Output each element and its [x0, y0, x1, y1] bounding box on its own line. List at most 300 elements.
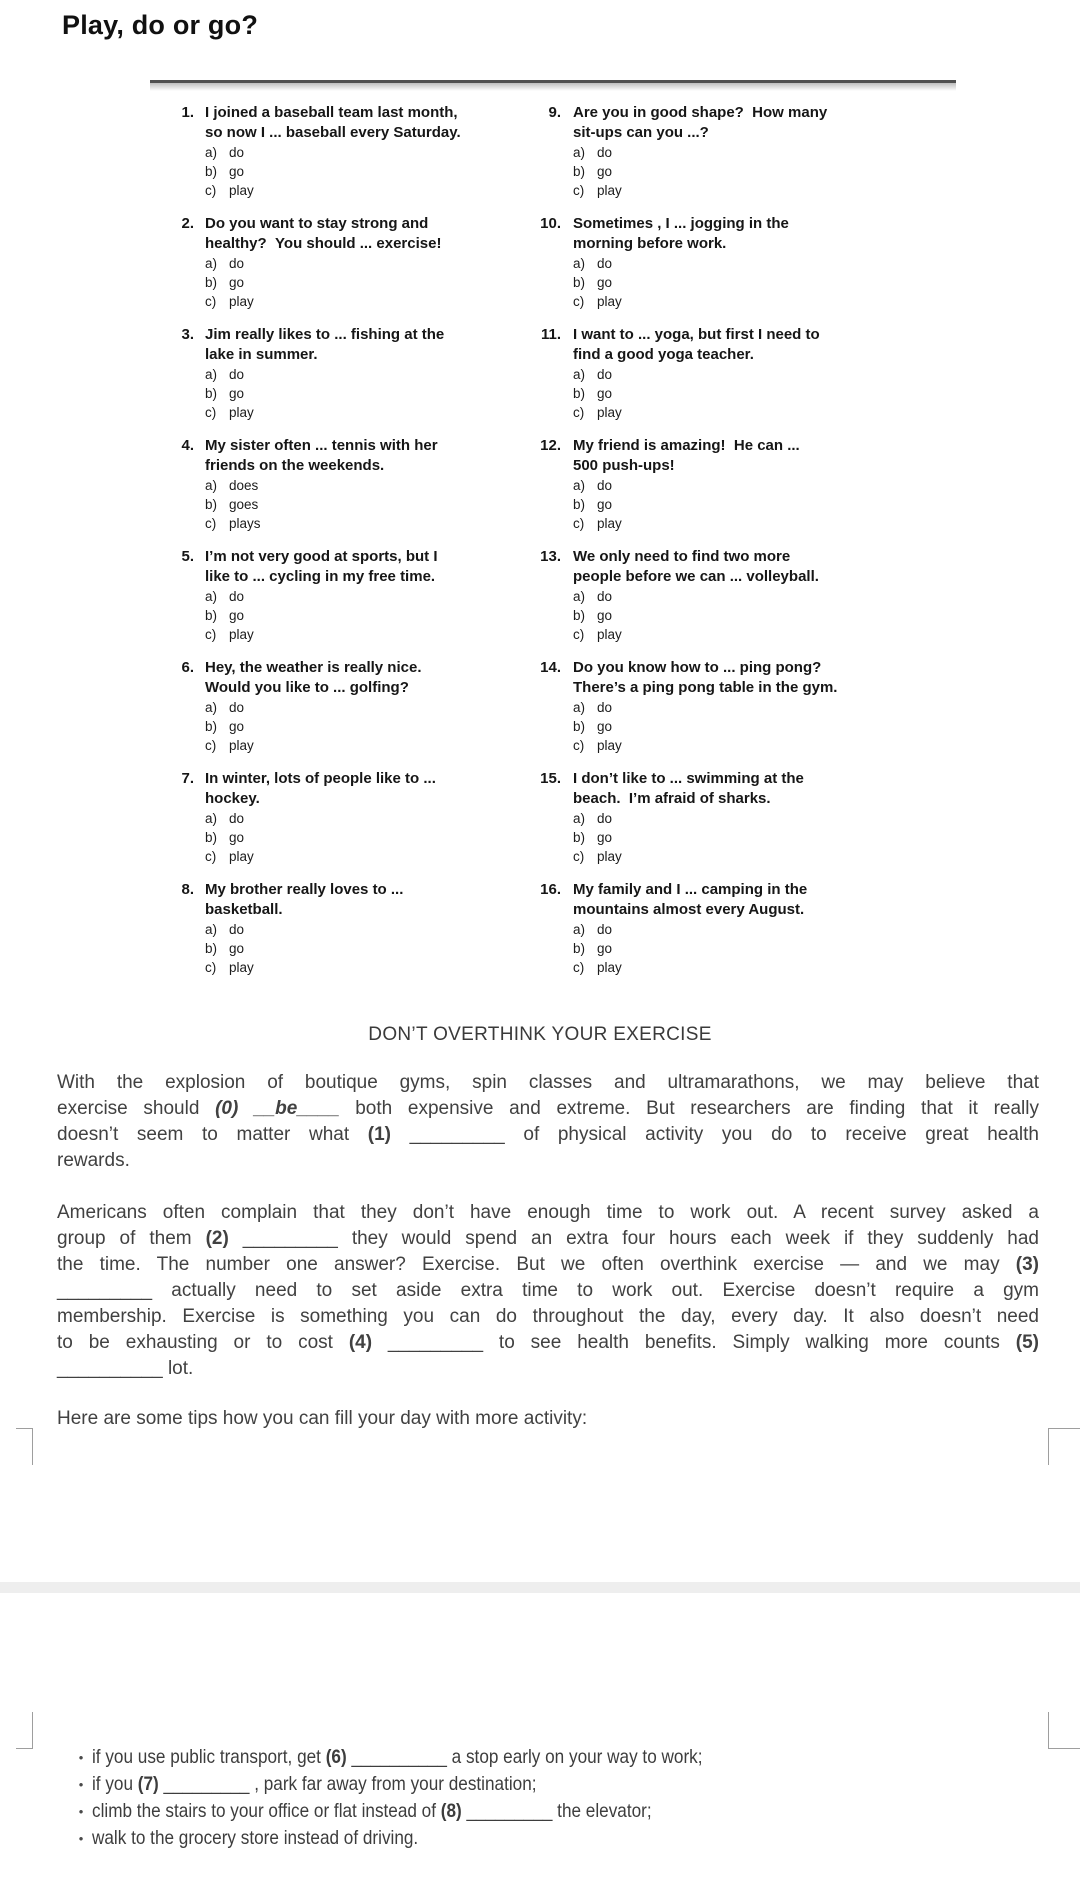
- question-body: [205, 880, 403, 977]
- option-letter: b): [573, 608, 586, 623]
- option-label: go: [229, 830, 245, 845]
- text-segment: _________ they would spend an extra four hours each week if they suddenly had: [228, 1228, 1039, 1249]
- paragraph-line: [57, 1330, 1039, 1356]
- option-letter: c): [205, 849, 217, 864]
- question-option: [573, 939, 807, 958]
- option-letter: a): [205, 700, 218, 715]
- option-label: do: [229, 367, 245, 382]
- text-segment: exercise should: [57, 1098, 216, 1119]
- option-letter: b): [205, 275, 218, 290]
- question-option: [205, 809, 436, 828]
- option-letter: a): [573, 478, 586, 493]
- option-label: go: [597, 497, 613, 512]
- question-option: [573, 809, 804, 828]
- option-label: play: [229, 960, 254, 975]
- question-line: Do you want to stay strong and: [205, 215, 429, 232]
- text-segment: (6): [325, 1746, 347, 1768]
- option-label: go: [597, 719, 613, 734]
- question-line: There’s a ping pong table in the gym.: [573, 679, 838, 696]
- question-option: [205, 958, 403, 977]
- option-letter: b): [573, 830, 586, 845]
- question-option: [205, 495, 438, 514]
- question-line: healthy? You should ... exercise!: [205, 235, 442, 252]
- question-option: [573, 181, 827, 200]
- question-option: [573, 920, 807, 939]
- option-letter: b): [573, 497, 586, 512]
- question-line: Jim really likes to ... fishing at the: [205, 326, 445, 343]
- question-option: [205, 143, 461, 162]
- question-option: [573, 736, 837, 755]
- text-boundary-mark-top-left: [16, 1428, 33, 1465]
- question-option: [205, 162, 461, 181]
- question-item: [168, 325, 523, 422]
- question-line: Would you like to ... golfing?: [205, 679, 409, 696]
- option-letter: b): [573, 719, 586, 734]
- question-option: [573, 476, 800, 495]
- question-text: [573, 436, 800, 476]
- text-segment: (3): [1015, 1254, 1039, 1275]
- question-item: [168, 214, 523, 311]
- quiz-column-left: [150, 103, 523, 991]
- question-item: [168, 436, 523, 533]
- tip-text: [92, 1825, 418, 1852]
- question-number: 12.: [540, 437, 561, 454]
- option-letter: c): [573, 183, 585, 198]
- text-segment: if you use public transport, get: [92, 1746, 326, 1768]
- question-number: 5.: [181, 548, 194, 565]
- text-segment: membership. Exercise is something you can do throughout the day, every day. It also doesn’t need: [57, 1306, 1039, 1327]
- question-body: [573, 547, 819, 644]
- option-label: play: [229, 294, 254, 309]
- option-label: do: [229, 922, 245, 937]
- text-segment: _________ of physical activity you do to receive great health: [391, 1124, 1039, 1145]
- paragraph-line: [57, 1200, 1039, 1226]
- question-line: I want to ... yoga, but first I need to: [573, 326, 820, 343]
- question-body: [205, 436, 438, 533]
- tip-text: [92, 1771, 537, 1798]
- text-segment: (2): [205, 1228, 229, 1249]
- question-body: [205, 325, 444, 422]
- option-label: do: [597, 367, 613, 382]
- option-label: play: [597, 849, 622, 864]
- text-segment: (7): [137, 1773, 159, 1795]
- option-letter: a): [573, 145, 586, 160]
- text-segment: __________ lot.: [57, 1358, 194, 1379]
- question-line: I joined a baseball team last month,: [205, 104, 458, 121]
- question-line: basketball.: [205, 901, 283, 918]
- article-paragraph-1: [57, 1070, 1039, 1174]
- option-letter: b): [205, 719, 218, 734]
- question-number: 10.: [540, 215, 561, 232]
- question-body: [573, 325, 820, 422]
- question-text: [205, 769, 436, 809]
- question-option: [205, 625, 438, 644]
- text-boundary-mark-bottom-left: [16, 1712, 33, 1749]
- option-label: play: [597, 294, 622, 309]
- question-option: [573, 828, 804, 847]
- option-letter: c): [205, 405, 217, 420]
- option-label: do: [597, 478, 613, 493]
- question-item: [523, 880, 956, 977]
- option-label: do: [597, 589, 613, 604]
- question-item: [168, 769, 523, 866]
- question-option: [205, 254, 441, 273]
- question-number: 11.: [540, 326, 561, 343]
- option-label: do: [229, 256, 245, 271]
- question-text: [205, 880, 403, 920]
- option-letter: b): [205, 164, 218, 179]
- question-option: [205, 606, 438, 625]
- tips-list: [70, 1744, 1060, 1852]
- option-letter: c): [573, 516, 585, 531]
- option-label: play: [597, 516, 622, 531]
- question-line: find a good yoga teacher.: [573, 346, 754, 363]
- option-letter: b): [205, 608, 218, 623]
- question-item: [523, 769, 956, 866]
- option-label: go: [597, 164, 613, 179]
- option-letter: a): [205, 478, 218, 493]
- text-segment: both expensive and extreme. But researchers are finding that it really: [339, 1098, 1039, 1119]
- question-option: [573, 292, 789, 311]
- question-text: [205, 325, 444, 365]
- option-label: go: [229, 608, 245, 623]
- text-segment: group of them: [57, 1228, 206, 1249]
- question-number: 15.: [540, 770, 561, 787]
- option-label: go: [229, 275, 245, 290]
- option-letter: c): [205, 183, 217, 198]
- paragraph-line: [57, 1070, 1039, 1096]
- question-option: [205, 365, 444, 384]
- question-option: [573, 403, 820, 422]
- question-number: 3.: [181, 326, 194, 343]
- question-option: [205, 828, 436, 847]
- quiz-worksheet: [150, 80, 956, 991]
- paragraph-line: [57, 1148, 1039, 1174]
- question-option: [573, 847, 804, 866]
- option-label: go: [229, 941, 245, 956]
- option-label: do: [597, 922, 613, 937]
- option-label: play: [597, 627, 622, 642]
- question-option: [573, 958, 807, 977]
- question-line: like to ... cycling in my free time.: [205, 568, 436, 585]
- question-option: [573, 587, 819, 606]
- text-segment: _________ to see health benefits. Simply walking more counts: [372, 1332, 1016, 1353]
- question-text: [573, 880, 807, 920]
- option-letter: a): [205, 589, 218, 604]
- option-label: play: [229, 849, 254, 864]
- bullet-icon: •: [78, 1804, 84, 1819]
- option-letter: a): [573, 922, 586, 937]
- question-number: 9.: [548, 104, 561, 121]
- option-label: does: [229, 478, 259, 493]
- question-option: [573, 365, 820, 384]
- text-segment: Americans often complain that they don’t have enough time to work out. A recent survey asked a: [57, 1202, 1039, 1223]
- text-boundary-mark-top-right: [1048, 1428, 1080, 1465]
- option-label: play: [229, 405, 254, 420]
- question-line: people before we can ... volleyball.: [573, 568, 819, 585]
- question-line: My friend is amazing! He can ...: [573, 437, 800, 454]
- text-segment: if you: [92, 1773, 138, 1795]
- option-label: go: [229, 386, 245, 401]
- article-paragraph-2: [57, 1200, 1039, 1382]
- quiz-column-right: [523, 103, 956, 991]
- text-segment: _________ , park far away from your destination;: [158, 1773, 537, 1795]
- question-text: [205, 547, 438, 587]
- option-letter: b): [205, 830, 218, 845]
- question-line: My family and I ... camping in the: [573, 881, 808, 898]
- option-letter: a): [205, 256, 218, 271]
- tips-intro: Here are some tips how you can fill your day with more activity:: [57, 1408, 588, 1429]
- question-number: 1.: [181, 104, 194, 121]
- option-label: plays: [229, 516, 261, 531]
- question-option: [573, 717, 837, 736]
- question-line: sit-ups can you ...?: [573, 124, 709, 141]
- text-segment: rewards.: [57, 1150, 130, 1171]
- option-label: play: [597, 405, 622, 420]
- question-option: [205, 939, 403, 958]
- question-body: [573, 769, 804, 866]
- question-option: [205, 920, 403, 939]
- tip-item: [70, 1744, 1060, 1771]
- option-letter: c): [573, 405, 585, 420]
- option-label: do: [597, 256, 613, 271]
- question-body: [205, 103, 461, 200]
- question-line: Sometimes , I ... jogging in the: [573, 215, 789, 232]
- text-segment: to be exhausting or to cost: [57, 1332, 349, 1353]
- question-body: [573, 214, 789, 311]
- text-segment: doesn’t seem to matter what: [57, 1124, 368, 1145]
- question-line: Are you in good shape? How many: [573, 104, 828, 121]
- question-item: [168, 103, 523, 200]
- option-letter: a): [205, 811, 218, 826]
- option-letter: c): [205, 738, 217, 753]
- option-label: do: [229, 589, 245, 604]
- text-segment: _________ the elevator;: [461, 1800, 652, 1822]
- question-number: 7.: [181, 770, 194, 787]
- text-segment: (1): [367, 1124, 391, 1145]
- question-number: 2.: [181, 215, 194, 232]
- option-label: do: [597, 145, 613, 160]
- question-line: morning before work.: [573, 235, 727, 252]
- option-letter: c): [573, 738, 585, 753]
- option-label: go: [597, 275, 613, 290]
- option-label: play: [229, 183, 254, 198]
- option-label: play: [597, 183, 622, 198]
- question-option: [573, 698, 837, 717]
- question-line: Hey, the weather is really nice.: [205, 659, 422, 676]
- question-number: 6.: [181, 659, 194, 676]
- option-letter: a): [573, 367, 586, 382]
- question-item: [168, 658, 523, 755]
- option-letter: a): [573, 256, 586, 271]
- paragraph-line: [57, 1304, 1039, 1330]
- question-item: [523, 325, 956, 422]
- question-line: so now I ... baseball every Saturday.: [205, 124, 461, 141]
- question-line: friends on the weekends.: [205, 457, 385, 474]
- option-label: go: [597, 386, 613, 401]
- question-line: 500 push-ups!: [573, 457, 675, 474]
- paragraph-line: [57, 1278, 1039, 1304]
- option-letter: a): [205, 145, 218, 160]
- question-number: 16.: [540, 881, 561, 898]
- option-label: do: [597, 700, 613, 715]
- option-letter: a): [205, 367, 218, 382]
- option-letter: b): [573, 386, 586, 401]
- question-option: [573, 384, 820, 403]
- question-line: I’m not very good at sports, but I: [205, 548, 438, 565]
- question-line: My sister often ... tennis with her: [205, 437, 438, 454]
- question-option: [573, 514, 800, 533]
- question-text: [573, 103, 827, 143]
- question-item: [168, 547, 523, 644]
- page-gap-band: [0, 1582, 1080, 1593]
- option-label: go: [597, 608, 613, 623]
- question-option: [205, 181, 461, 200]
- question-line: I don’t like to ... swimming at the: [573, 770, 804, 787]
- text-segment: With the explosion of boutique gyms, spin classes and ultramarathons, we may believe that: [57, 1072, 1039, 1093]
- bullet-icon: •: [78, 1777, 84, 1792]
- question-body: [573, 658, 837, 755]
- option-letter: c): [573, 849, 585, 864]
- text-segment: _________ actually need to set aside extra time to work out. Exercise doesn’t require a gym: [57, 1280, 1039, 1301]
- question-item: [523, 436, 956, 533]
- text-segment: __________ a stop early on your way to work;: [346, 1746, 703, 1768]
- text-segment: walk to the grocery store instead of driving.: [92, 1827, 419, 1849]
- paragraph-line: [57, 1122, 1039, 1148]
- question-option: [205, 847, 436, 866]
- option-label: go: [229, 719, 245, 734]
- question-text: [573, 769, 804, 809]
- question-number: 14.: [540, 659, 561, 676]
- option-letter: c): [205, 516, 217, 531]
- option-letter: b): [573, 164, 586, 179]
- option-letter: c): [573, 627, 585, 642]
- question-option: [205, 292, 441, 311]
- question-line: My brother really loves to ...: [205, 881, 404, 898]
- paragraph-line: [57, 1252, 1039, 1278]
- question-option: [205, 587, 438, 606]
- question-text: [205, 658, 422, 698]
- question-item: [168, 880, 523, 977]
- option-letter: b): [573, 941, 586, 956]
- question-body: [573, 436, 800, 533]
- tip-item: [70, 1798, 1060, 1825]
- question-option: [205, 476, 438, 495]
- bullet-icon: •: [78, 1831, 84, 1846]
- text-segment: (5): [1015, 1332, 1039, 1353]
- question-option: [205, 273, 441, 292]
- question-number: 4.: [181, 437, 194, 454]
- question-text: [573, 214, 789, 254]
- text-segment: (4): [348, 1332, 373, 1353]
- question-text: [573, 658, 837, 698]
- option-label: go: [229, 164, 245, 179]
- option-label: play: [597, 738, 622, 753]
- question-option: [573, 625, 819, 644]
- question-number: 13.: [540, 548, 561, 565]
- option-label: play: [229, 738, 254, 753]
- question-text: [205, 436, 438, 476]
- paragraph-line: [57, 1226, 1039, 1252]
- option-letter: b): [205, 497, 218, 512]
- question-item: [523, 103, 956, 200]
- question-option: [573, 162, 827, 181]
- question-option: [205, 384, 444, 403]
- bullet-icon: •: [78, 1750, 84, 1765]
- option-letter: b): [205, 386, 218, 401]
- question-item: [523, 214, 956, 311]
- option-letter: a): [573, 811, 586, 826]
- question-body: [205, 658, 422, 755]
- option-label: play: [229, 627, 254, 642]
- option-letter: a): [205, 922, 218, 937]
- worksheet-rule-shadow: [150, 83, 956, 91]
- question-body: [205, 214, 441, 311]
- tip-item: [70, 1771, 1060, 1798]
- option-letter: c): [205, 627, 217, 642]
- question-line: hockey.: [205, 790, 260, 807]
- question-number: 8.: [181, 881, 194, 898]
- question-line: In winter, lots of people like to ...: [205, 770, 436, 787]
- tip-item: [70, 1825, 1060, 1852]
- option-letter: c): [205, 960, 217, 975]
- question-body: [573, 880, 807, 977]
- text-segment: the time. The number one answer? Exercise. But we often overthink exercise — and we may: [57, 1254, 1016, 1275]
- question-line: Do you know how to ... ping pong?: [573, 659, 822, 676]
- question-text: [573, 547, 819, 587]
- question-line: beach. I’m afraid of sharks.: [573, 790, 771, 807]
- option-letter: c): [573, 294, 585, 309]
- question-line: We only need to find two more: [573, 548, 791, 565]
- question-body: [205, 769, 436, 866]
- question-option: [205, 717, 422, 736]
- option-letter: b): [573, 275, 586, 290]
- article-heading: DON’T OVERTHINK YOUR EXERCISE: [368, 1024, 712, 1045]
- question-item: [523, 547, 956, 644]
- option-label: go: [597, 830, 613, 845]
- question-option: [205, 698, 422, 717]
- question-option: [573, 495, 800, 514]
- text-segment: climb the stairs to your office or flat instead of: [92, 1800, 441, 1822]
- question-option: [573, 254, 789, 273]
- option-label: play: [597, 960, 622, 975]
- text-segment: (8): [440, 1800, 462, 1822]
- question-option: [205, 403, 444, 422]
- tip-text: [92, 1744, 703, 1771]
- paragraph-line: [57, 1356, 1039, 1382]
- option-letter: a): [573, 700, 586, 715]
- question-option: [573, 143, 827, 162]
- option-letter: b): [205, 941, 218, 956]
- option-label: go: [597, 941, 613, 956]
- option-label: do: [229, 811, 245, 826]
- question-option: [573, 606, 819, 625]
- text-segment: (0) __be____: [215, 1098, 340, 1119]
- question-text: [205, 214, 441, 254]
- option-letter: a): [573, 589, 586, 604]
- question-line: lake in summer.: [205, 346, 318, 363]
- question-body: [205, 547, 438, 644]
- option-label: do: [229, 700, 245, 715]
- question-option: [205, 736, 422, 755]
- question-option: [573, 273, 789, 292]
- question-option: [205, 514, 438, 533]
- option-letter: c): [205, 294, 217, 309]
- question-text: [573, 325, 820, 365]
- option-letter: c): [573, 960, 585, 975]
- option-label: do: [597, 811, 613, 826]
- page-title: Play, do or go?: [62, 10, 259, 40]
